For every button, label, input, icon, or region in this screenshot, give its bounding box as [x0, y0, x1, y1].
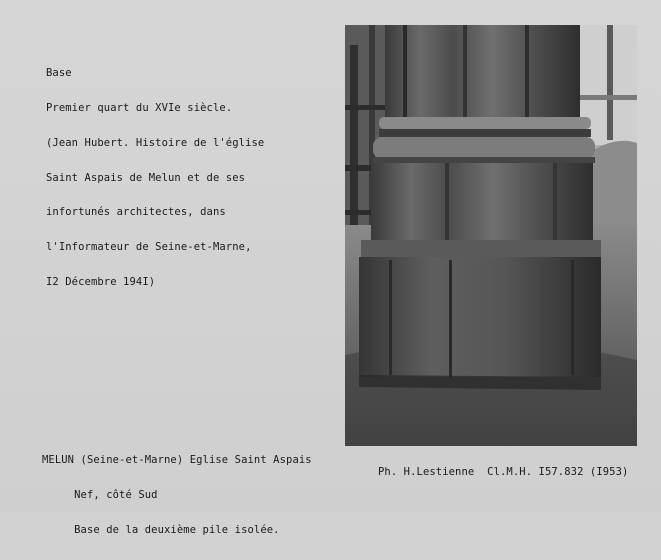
- notes-line: Base: [46, 67, 72, 80]
- caption-line: MELUN (Seine-et-Marne) Eglise Saint Aspais: [42, 454, 312, 467]
- notes-line: l'Informateur de Seine-et-Marne,: [46, 241, 252, 254]
- notes-line: (Jean Hubert. Histoire de l'église: [46, 136, 265, 149]
- caption-line: Base de la deuxième pile isolée.: [42, 523, 280, 536]
- photo-caption: [42, 432, 312, 560]
- notes-line: infortunés architectes, dans: [46, 206, 226, 219]
- notes-line: Premier quart du XVIe siècle.: [46, 101, 233, 114]
- caption-line: Nef, côté Sud: [42, 488, 158, 501]
- pillar-base-photo: [345, 25, 637, 446]
- notes-line: Saint Aspais de Melun et de ses: [46, 171, 246, 184]
- annotation-notes: [46, 45, 264, 312]
- notes-line: I2 Décembre 194I): [46, 275, 156, 288]
- photo-drawing: [345, 25, 637, 446]
- photo-credit: Ph. H.Lestienne Cl.M.H. I57.832 (I953): [378, 466, 629, 478]
